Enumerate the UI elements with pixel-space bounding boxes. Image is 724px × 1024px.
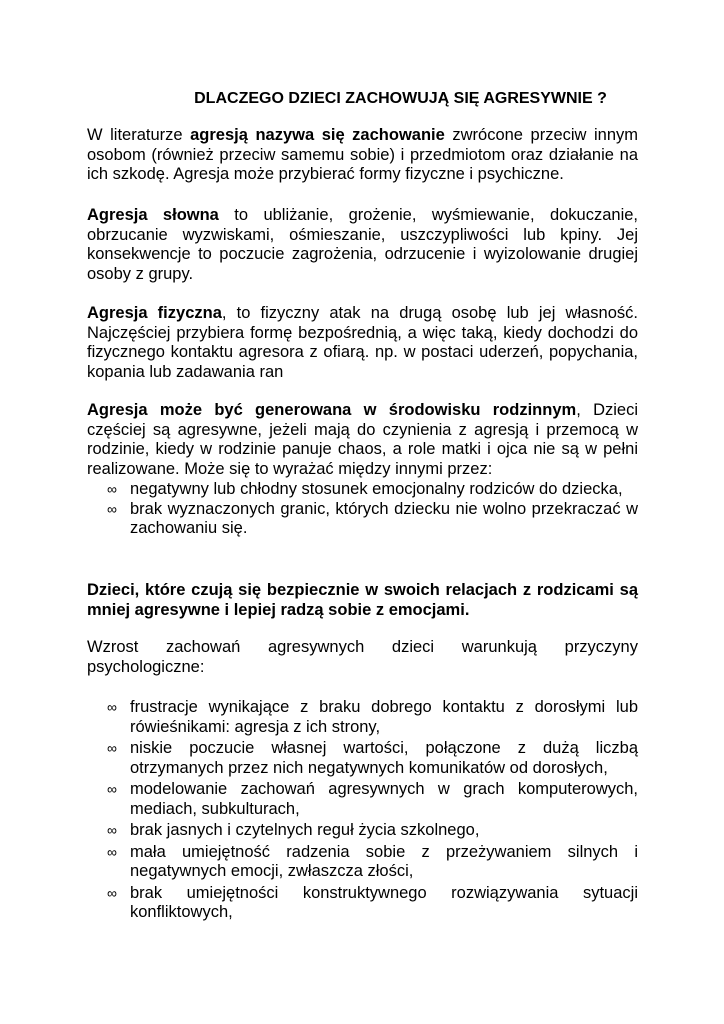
- infinity-bullet-icon: ∞: [107, 822, 117, 838]
- list-item: [87, 780, 638, 819]
- list-item-text: negatywny lub chłodny stosunek emocjonalny rodziców do dziecka,: [130, 480, 623, 498]
- list-item-text: brak jasnych i czytelnych reguł życia szkolnego,: [130, 821, 480, 839]
- psychological-causes-list: [87, 698, 638, 925]
- list-item-text: niskie poczucie własnej wartości, połączone z dużą liczbą otrzymanych przez nich negatywnych komunikatów od dorosłych,: [130, 739, 638, 777]
- list-item-text: brak wyznaczonych granic, których dziecku nie wolno przekraczać w zachowaniu się.: [130, 499, 638, 537]
- paragraph-psychological-causes: Wzrost zachowań agresywnych dzieci warunkują przyczyny psychologiczne:: [87, 638, 638, 676]
- paragraph-text: zwrócone przeciw innym osobom (również przeciw samemu sobie) i przedmiotom oraz działanie na ich szkodę. Agresja może przybierać formy fizyczne i psychiczne.: [87, 126, 639, 183]
- paragraph-safe-children: Dzieci, które czują się bezpiecznie w swoich relacjach z rodzicami są mniej agresywne i lepiej radzą sobie z emocjami.: [87, 581, 638, 619]
- list-item: [87, 884, 638, 923]
- paragraph-physical-aggression: [87, 304, 638, 382]
- paragraph-text: , Dzieci częściej są agresywne, jeżeli mają do czynienia z agresją i przemocą w rodzinie, kiedy w rodzinie panuje chaos, a role matki i ojca nie są w pełni realizowane. Może się to wyrażać między innymi przez:: [87, 401, 639, 478]
- paragraph-text: to ubliżanie, grożenie, wyśmiewanie, dokuczanie, obrzucanie wyzwiskami, ośmieszanie, uszczypliwości lub kpiny. Jej konsekwencje to poczucie zagrożenia, odrzucenie i wyizolowanie drugiej osoby z grupy.: [87, 206, 639, 283]
- paragraph-verbal-aggression: [87, 206, 638, 284]
- paragraph-text: W literaturze: [87, 126, 191, 144]
- paragraph-text: , to fizyczny atak na drugą osobę lub jej własność. Najczęściej przybiera formę bezpośrednią, a więc taką, kiedy dochodzi do fizycznego kontaktu agresora z ofiarą. np. w postaci uderzeń, popychania, kopania lub zadawania ran: [87, 304, 638, 381]
- list-item: [87, 843, 638, 882]
- paragraph-bold-text: Agresja fizyczna: [87, 304, 222, 322]
- list-item-text: mała umiejętność radzenia sobie z przeżywaniem silnych i negatywnych emocji, zwłaszcza złości,: [130, 842, 638, 880]
- page-title: [87, 89, 638, 109]
- page-title-text: DLACZEGO DZIECI ZACHOWUJĄ SIĘ AGRESYWNIE ?: [194, 90, 607, 107]
- infinity-bullet-icon: ∞: [107, 884, 117, 901]
- infinity-bullet-icon: ∞: [107, 740, 117, 756]
- infinity-bullet-icon: ∞: [107, 500, 117, 517]
- paragraph-bold-text: Agresja może być generowana w środowisku rodzinnym: [87, 401, 577, 419]
- list-item-text: frustracje wynikające z braku dobrego kontaktu z dorosłymi lub rówieśnikami: agresja z ich strony,: [130, 698, 638, 736]
- infinity-bullet-icon: ∞: [107, 781, 117, 797]
- infinity-bullet-icon: ∞: [107, 699, 117, 715]
- infinity-bullet-icon: ∞: [107, 843, 117, 860]
- family-causes-list: [87, 480, 638, 539]
- paragraph-bold-text: agresją nazywa się zachowanie: [190, 126, 445, 144]
- list-item-text: modelowanie zachowań agresywnych w grach komputerowych, mediach, subkulturach,: [130, 780, 638, 818]
- list-item-text: brak umiejętności konstruktywnego rozwiązywania sytuacji konfliktowych,: [130, 883, 638, 921]
- list-item: [87, 698, 638, 737]
- paragraph-definition: [87, 126, 638, 185]
- list-item: [87, 821, 638, 841]
- paragraph-bold-text: Agresja słowna: [87, 206, 219, 224]
- paragraph-family-environment: [87, 401, 638, 479]
- infinity-bullet-icon: ∞: [107, 481, 117, 497]
- list-item: [87, 739, 638, 778]
- list-item: [87, 500, 638, 539]
- list-item: [87, 480, 638, 500]
